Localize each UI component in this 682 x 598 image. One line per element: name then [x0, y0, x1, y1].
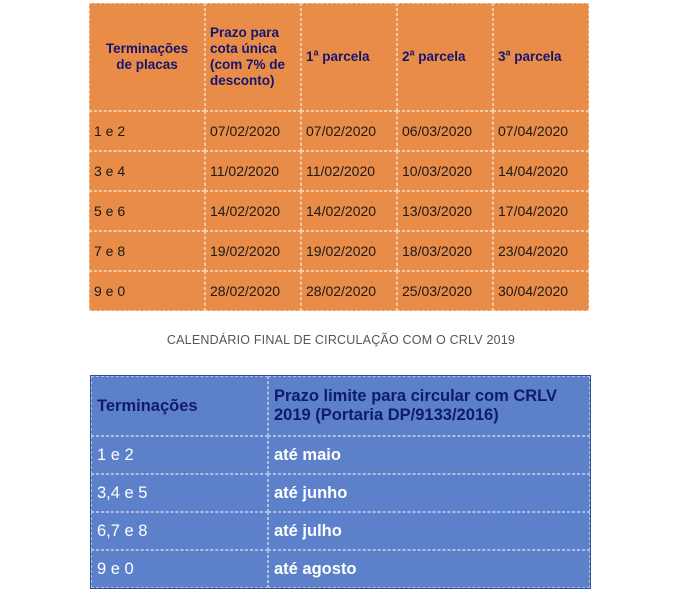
date-cell: 14/04/2020 — [493, 151, 589, 191]
table-row — [91, 512, 590, 550]
crlv-deadline-table — [90, 375, 591, 589]
ipva-header-row — [89, 3, 589, 111]
terminacao-cell: 7 e 8 — [89, 231, 205, 271]
date-cell: 19/02/2020 — [301, 231, 397, 271]
table-row — [91, 436, 590, 474]
table-row — [89, 231, 589, 271]
terminacao-cell: 1 e 2 — [91, 436, 268, 474]
prazo-cell: até agosto — [268, 550, 590, 588]
date-cell: 11/02/2020 — [205, 151, 301, 191]
terminacao-cell: 1 e 2 — [89, 111, 205, 151]
table-row — [89, 191, 589, 231]
date-cell: 06/03/2020 — [397, 111, 493, 151]
terminacao-cell: 9 e 0 — [91, 550, 268, 588]
ipva-header-parcela-3: 3$^a$ parcela — [493, 3, 589, 111]
ipva-header-terminacoes: Terminações de placas — [89, 3, 205, 111]
table-row — [89, 111, 589, 151]
date-cell: 30/04/2020 — [493, 271, 589, 311]
terminacao-cell: 5 e 6 — [89, 191, 205, 231]
terminacao-cell: 3,4 e 5 — [91, 474, 268, 512]
date-cell: 28/02/2020 — [301, 271, 397, 311]
date-cell: 19/02/2020 — [205, 231, 301, 271]
crlv-header-row — [91, 376, 590, 436]
terminacao-cell: 6,7 e 8 — [91, 512, 268, 550]
date-cell: 28/02/2020 — [205, 271, 301, 311]
date-cell: 14/02/2020 — [301, 191, 397, 231]
date-cell: 13/03/2020 — [397, 191, 493, 231]
crlv-header-terminacoes: Terminações — [91, 376, 268, 436]
prazo-cell: até maio — [268, 436, 590, 474]
terminacao-cell: 3 e 4 — [89, 151, 205, 191]
date-cell: 18/03/2020 — [397, 231, 493, 271]
ipva-header-parcela-1: 1$^a$ parcela — [301, 3, 397, 111]
table-row — [89, 151, 589, 191]
crlv-header-prazo-limite: Prazo limite para circular com CRLV 2019 (Portaria DP/9133/2016) — [268, 376, 590, 436]
table-row — [91, 550, 590, 588]
date-cell: 07/04/2020 — [493, 111, 589, 151]
date-cell: 23/04/2020 — [493, 231, 589, 271]
date-cell: 10/03/2020 — [397, 151, 493, 191]
table-row — [91, 474, 590, 512]
ipva-header-parcela-2: 2$^a$ parcela — [397, 3, 493, 111]
prazo-cell: até julho — [268, 512, 590, 550]
date-cell: 17/04/2020 — [493, 191, 589, 231]
date-cell: 11/02/2020 — [301, 151, 397, 191]
crlv-calendar-caption: CALENDÁRIO FINAL DE CIRCULAÇÃO COM O CRLV 2019 — [166, 333, 516, 347]
terminacao-cell: 9 e 0 — [89, 271, 205, 311]
date-cell: 07/02/2020 — [205, 111, 301, 151]
date-cell: 25/03/2020 — [397, 271, 493, 311]
ipva-schedule-table — [89, 3, 589, 311]
date-cell: 07/02/2020 — [301, 111, 397, 151]
prazo-cell: até junho — [268, 474, 590, 512]
date-cell: 14/02/2020 — [205, 191, 301, 231]
ipva-header-cota-unica: Prazo para cota única (com 7% de desconto) — [205, 3, 301, 111]
table-row — [89, 271, 589, 311]
